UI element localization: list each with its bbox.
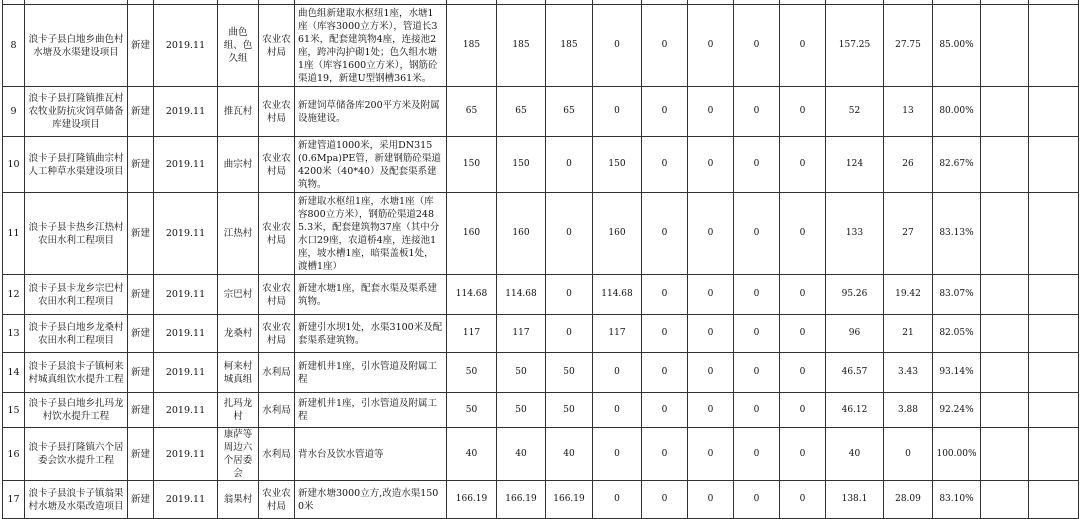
project-name-cell: 浪卡子县打隆镇曲宗村人工种草水渠建设项目 <box>25 137 128 193</box>
build-type-cell: 新建 <box>128 315 154 353</box>
amount-col-c1-cell: 50 <box>497 393 546 428</box>
total-investment-cell: 40 <box>447 428 497 481</box>
amount-col-c2-cell: 0 <box>546 275 593 315</box>
table-row <box>3 137 1079 193</box>
project-content-cell: 新建水塘3000立方,改造水渠1500米 <box>295 481 447 519</box>
amount-col-c11-cell <box>981 353 1029 393</box>
amount-col-c8-cell: 124 <box>826 137 884 193</box>
table-row <box>3 428 1079 481</box>
amount-col-c5-cell: 0 <box>688 5 734 87</box>
amount-col-c11-cell <box>981 87 1029 137</box>
row-number-cell: 8 <box>3 5 25 87</box>
amount-col-c8-cell: 52 <box>826 87 884 137</box>
amount-col-c10-cell: 100.00% <box>933 428 981 481</box>
amount-col-c4-cell: 0 <box>642 275 688 315</box>
amount-col-c6-cell: 0 <box>734 87 780 137</box>
village-cell: 龙桑村 <box>218 315 259 353</box>
start-date-cell: 2019.11 <box>154 193 218 275</box>
project-content-cell: 新建引水坝1处，水渠3100米及配套渠系建筑物。 <box>295 315 447 353</box>
project-content-cell: 曲色组新建取水枢纽1座，水塘1座（库容3000立方米），管道长361米，配套建筑物4座，连接池2座，跨冲沟护砌1处；色久组水塘1座（库容1600立方米），钢筋砼渠道19，新建U型钢槽361米。 <box>295 5 447 87</box>
empty-cell <box>1029 393 1079 428</box>
total-investment-cell: 117 <box>447 315 497 353</box>
amount-col-c8-cell: 46.57 <box>826 353 884 393</box>
amount-col-c4-cell: 0 <box>642 5 688 87</box>
amount-col-c7-cell: 0 <box>780 393 826 428</box>
amount-col-c7-cell: 0 <box>780 137 826 193</box>
amount-col-c6-cell: 0 <box>734 428 780 481</box>
amount-col-c3-cell: 0 <box>593 428 642 481</box>
project-content-cell: 新建饲草储备库200平方米及附属设施建设。 <box>295 87 447 137</box>
amount-col-c6-cell: 0 <box>734 5 780 87</box>
amount-col-c3-cell: 150 <box>593 137 642 193</box>
village-cell: 扎玛龙村 <box>218 393 259 428</box>
build-type-cell: 新建 <box>128 5 154 87</box>
project-table <box>2 0 1079 519</box>
row-number-cell: 15 <box>3 393 25 428</box>
amount-col-c5-cell: 0 <box>688 275 734 315</box>
amount-col-c2-cell: 185 <box>546 5 593 87</box>
amount-col-c10-cell: 80.00% <box>933 87 981 137</box>
amount-col-c10-cell: 82.67% <box>933 137 981 193</box>
department-cell: 农业农村局 <box>259 87 295 137</box>
total-investment-cell: 65 <box>447 87 497 137</box>
amount-col-c2-cell: 0 <box>546 315 593 353</box>
row-number-cell: 10 <box>3 137 25 193</box>
start-date-cell: 2019.11 <box>154 481 218 519</box>
amount-col-c6-cell: 0 <box>734 353 780 393</box>
amount-col-c3-cell: 0 <box>593 481 642 519</box>
build-type-cell: 新建 <box>128 393 154 428</box>
village-cell: 曲宗村 <box>218 137 259 193</box>
project-name-cell: 浪卡子县打隆镇六个居委会饮水提升工程 <box>25 428 128 481</box>
amount-col-c3-cell: 160 <box>593 193 642 275</box>
amount-col-c7-cell: 0 <box>780 275 826 315</box>
village-cell: 柯来村城真组 <box>218 353 259 393</box>
row-number-cell: 11 <box>3 193 25 275</box>
table-row <box>3 481 1079 519</box>
total-investment-cell: 160 <box>447 193 497 275</box>
amount-col-c4-cell: 0 <box>642 137 688 193</box>
amount-col-c1-cell: 50 <box>497 353 546 393</box>
amount-col-c11-cell <box>981 428 1029 481</box>
empty-cell <box>1029 353 1079 393</box>
department-cell: 水利局 <box>259 353 295 393</box>
build-type-cell: 新建 <box>128 137 154 193</box>
amount-col-c10-cell: 82.05% <box>933 315 981 353</box>
total-investment-cell: 166.19 <box>447 481 497 519</box>
village-cell: 曲色组、色久组 <box>218 5 259 87</box>
department-cell: 水利局 <box>259 393 295 428</box>
row-number-cell: 13 <box>3 315 25 353</box>
amount-col-c6-cell: 0 <box>734 137 780 193</box>
amount-col-c11-cell <box>981 5 1029 87</box>
total-investment-cell: 114.68 <box>447 275 497 315</box>
project-name-cell: 浪卡子县浪卡子镇翁果村水塘及水渠改造项目 <box>25 481 128 519</box>
amount-col-c8-cell: 95.26 <box>826 275 884 315</box>
amount-col-c7-cell: 0 <box>780 428 826 481</box>
start-date-cell: 2019.11 <box>154 87 218 137</box>
amount-col-c7-cell: 0 <box>780 5 826 87</box>
amount-col-c8-cell: 40 <box>826 428 884 481</box>
amount-col-c9-cell: 21 <box>884 315 933 353</box>
amount-col-c1-cell: 117 <box>497 315 546 353</box>
amount-col-c7-cell: 0 <box>780 193 826 275</box>
amount-col-c10-cell: 83.13% <box>933 193 981 275</box>
amount-col-c5-cell: 0 <box>688 87 734 137</box>
amount-col-c2-cell: 0 <box>546 137 593 193</box>
row-number-cell: 14 <box>3 353 25 393</box>
amount-col-c4-cell: 0 <box>642 353 688 393</box>
amount-col-c7-cell: 0 <box>780 87 826 137</box>
amount-col-c2-cell: 50 <box>546 393 593 428</box>
amount-col-c3-cell: 117 <box>593 315 642 353</box>
amount-col-c2-cell: 50 <box>546 353 593 393</box>
amount-col-c2-cell: 65 <box>546 87 593 137</box>
amount-col-c8-cell: 138.1 <box>826 481 884 519</box>
amount-col-c3-cell: 0 <box>593 5 642 87</box>
project-name-cell: 浪卡子县卡龙乡宗巴村农田水利工程项目 <box>25 275 128 315</box>
empty-cell <box>1029 137 1079 193</box>
row-number-cell: 12 <box>3 275 25 315</box>
amount-col-c7-cell: 0 <box>780 481 826 519</box>
amount-col-c8-cell: 46.12 <box>826 393 884 428</box>
project-content-cell: 新建取水枢纽1座，水塘1座（库容800立方米），钢筋砼渠道2485.3米，配套建筑物37座（其中分水口29座，农道桥4座，连接池1座，坡水槽1座，暗渠盖板1处，渡槽1座） <box>295 193 447 275</box>
amount-col-c9-cell: 28.09 <box>884 481 933 519</box>
project-content-cell: 新建管道1000米，采用DN315(0.6Mpa)PE管，新建钢筋砼渠道4200米（40*40）及配套渠系建筑物。 <box>295 137 447 193</box>
amount-col-c8-cell: 133 <box>826 193 884 275</box>
department-cell: 农业农村局 <box>259 137 295 193</box>
village-cell: 康萨等周边六个居委会 <box>218 428 259 481</box>
amount-col-c5-cell: 0 <box>688 315 734 353</box>
amount-col-c10-cell: 85.00% <box>933 5 981 87</box>
table-row <box>3 275 1079 315</box>
amount-col-c4-cell: 0 <box>642 393 688 428</box>
build-type-cell: 新建 <box>128 481 154 519</box>
department-cell: 农业农村局 <box>259 315 295 353</box>
amount-col-c10-cell: 83.07% <box>933 275 981 315</box>
amount-col-c1-cell: 40 <box>497 428 546 481</box>
amount-col-c5-cell: 0 <box>688 353 734 393</box>
amount-col-c11-cell <box>981 137 1029 193</box>
total-investment-cell: 50 <box>447 393 497 428</box>
build-type-cell: 新建 <box>128 275 154 315</box>
amount-col-c8-cell: 157.25 <box>826 5 884 87</box>
amount-col-c5-cell: 0 <box>688 428 734 481</box>
amount-col-c1-cell: 185 <box>497 5 546 87</box>
build-type-cell: 新建 <box>128 193 154 275</box>
amount-col-c1-cell: 65 <box>497 87 546 137</box>
amount-col-c9-cell: 3.43 <box>884 353 933 393</box>
empty-cell <box>1029 481 1079 519</box>
amount-col-c4-cell: 0 <box>642 428 688 481</box>
amount-col-c1-cell: 166.19 <box>497 481 546 519</box>
department-cell: 农业农村局 <box>259 481 295 519</box>
project-content-cell: 背水台及饮水管道等 <box>295 428 447 481</box>
amount-col-c2-cell: 0 <box>546 193 593 275</box>
amount-col-c4-cell: 0 <box>642 315 688 353</box>
amount-col-c9-cell: 13 <box>884 87 933 137</box>
department-cell: 水利局 <box>259 428 295 481</box>
amount-col-c10-cell: 93.14% <box>933 353 981 393</box>
amount-col-c9-cell: 27 <box>884 193 933 275</box>
amount-col-c5-cell: 0 <box>688 481 734 519</box>
table-row <box>3 193 1079 275</box>
village-cell: 江热村 <box>218 193 259 275</box>
amount-col-c3-cell: 0 <box>593 393 642 428</box>
amount-col-c10-cell: 92.24% <box>933 393 981 428</box>
build-type-cell: 新建 <box>128 353 154 393</box>
village-cell: 推瓦村 <box>218 87 259 137</box>
amount-col-c1-cell: 160 <box>497 193 546 275</box>
start-date-cell: 2019.11 <box>154 428 218 481</box>
amount-col-c2-cell: 40 <box>546 428 593 481</box>
department-cell: 农业农村局 <box>259 275 295 315</box>
start-date-cell: 2019.11 <box>154 393 218 428</box>
row-number-cell: 9 <box>3 87 25 137</box>
amount-col-c9-cell: 26 <box>884 137 933 193</box>
village-cell: 翁果村 <box>218 481 259 519</box>
amount-col-c2-cell: 166.19 <box>546 481 593 519</box>
department-cell: 农业农村局 <box>259 5 295 87</box>
project-name-cell: 浪卡子县打隆镇推瓦村农牧业防抗灾饲草储备库建设项目 <box>25 87 128 137</box>
row-number-cell: 17 <box>3 481 25 519</box>
amount-col-c9-cell: 3.88 <box>884 393 933 428</box>
amount-col-c6-cell: 0 <box>734 315 780 353</box>
amount-col-c6-cell: 0 <box>734 275 780 315</box>
amount-col-c11-cell <box>981 315 1029 353</box>
amount-col-c11-cell <box>981 275 1029 315</box>
amount-col-c5-cell: 0 <box>688 393 734 428</box>
amount-col-c4-cell: 0 <box>642 87 688 137</box>
amount-col-c1-cell: 150 <box>497 137 546 193</box>
amount-col-c6-cell: 0 <box>734 193 780 275</box>
amount-col-c8-cell: 96 <box>826 315 884 353</box>
total-investment-cell: 50 <box>447 353 497 393</box>
project-content-cell: 新建机井1座，引水管道及附属工程 <box>295 393 447 428</box>
amount-col-c11-cell <box>981 481 1029 519</box>
total-investment-cell: 150 <box>447 137 497 193</box>
row-number-cell: 16 <box>3 428 25 481</box>
amount-col-c10-cell: 83.10% <box>933 481 981 519</box>
project-name-cell: 浪卡子县白地乡龙桑村农田水利工程项目 <box>25 315 128 353</box>
table-row <box>3 353 1079 393</box>
department-cell: 农业农村局 <box>259 193 295 275</box>
empty-cell <box>1029 5 1079 87</box>
amount-col-c5-cell: 0 <box>688 137 734 193</box>
empty-cell <box>1029 87 1079 137</box>
project-name-cell: 浪卡子县浪卡子镇柯来村城真组饮水提升工程 <box>25 353 128 393</box>
amount-col-c7-cell: 0 <box>780 315 826 353</box>
project-name-cell: 浪卡子县白地乡曲色村水塘及水渠建设项目 <box>25 5 128 87</box>
table-row <box>3 5 1079 87</box>
amount-col-c9-cell: 19.42 <box>884 275 933 315</box>
project-name-cell: 浪卡子县白地乡扎玛龙村饮水提升工程 <box>25 393 128 428</box>
start-date-cell: 2019.11 <box>154 5 218 87</box>
empty-cell <box>1029 428 1079 481</box>
amount-col-c7-cell: 0 <box>780 353 826 393</box>
amount-col-c4-cell: 0 <box>642 481 688 519</box>
empty-cell <box>1029 193 1079 275</box>
total-investment-cell: 185 <box>447 5 497 87</box>
start-date-cell: 2019.11 <box>154 137 218 193</box>
amount-col-c6-cell: 0 <box>734 481 780 519</box>
amount-col-c6-cell: 0 <box>734 393 780 428</box>
build-type-cell: 新建 <box>128 428 154 481</box>
project-name-cell: 浪卡子县卡热乡江热村农田水利工程项目 <box>25 193 128 275</box>
table-row <box>3 315 1079 353</box>
build-type-cell: 新建 <box>128 87 154 137</box>
amount-col-c3-cell: 114.68 <box>593 275 642 315</box>
amount-col-c3-cell: 0 <box>593 87 642 137</box>
amount-col-c9-cell: 27.75 <box>884 5 933 87</box>
amount-col-c3-cell: 0 <box>593 353 642 393</box>
amount-col-c9-cell: 0 <box>884 428 933 481</box>
amount-col-c11-cell <box>981 393 1029 428</box>
amount-col-c11-cell <box>981 193 1029 275</box>
empty-cell <box>1029 315 1079 353</box>
project-content-cell: 新建机井1座，引水管道及附属工程 <box>295 353 447 393</box>
empty-cell <box>1029 275 1079 315</box>
amount-col-c5-cell: 0 <box>688 193 734 275</box>
table-row <box>3 393 1079 428</box>
table-row <box>3 87 1079 137</box>
village-cell: 宗巴村 <box>218 275 259 315</box>
start-date-cell: 2019.11 <box>154 353 218 393</box>
amount-col-c4-cell: 0 <box>642 193 688 275</box>
amount-col-c1-cell: 114.68 <box>497 275 546 315</box>
project-content-cell: 新建水塘1座，配套水渠及渠系建筑物。 <box>295 275 447 315</box>
start-date-cell: 2019.11 <box>154 275 218 315</box>
start-date-cell: 2019.11 <box>154 315 218 353</box>
